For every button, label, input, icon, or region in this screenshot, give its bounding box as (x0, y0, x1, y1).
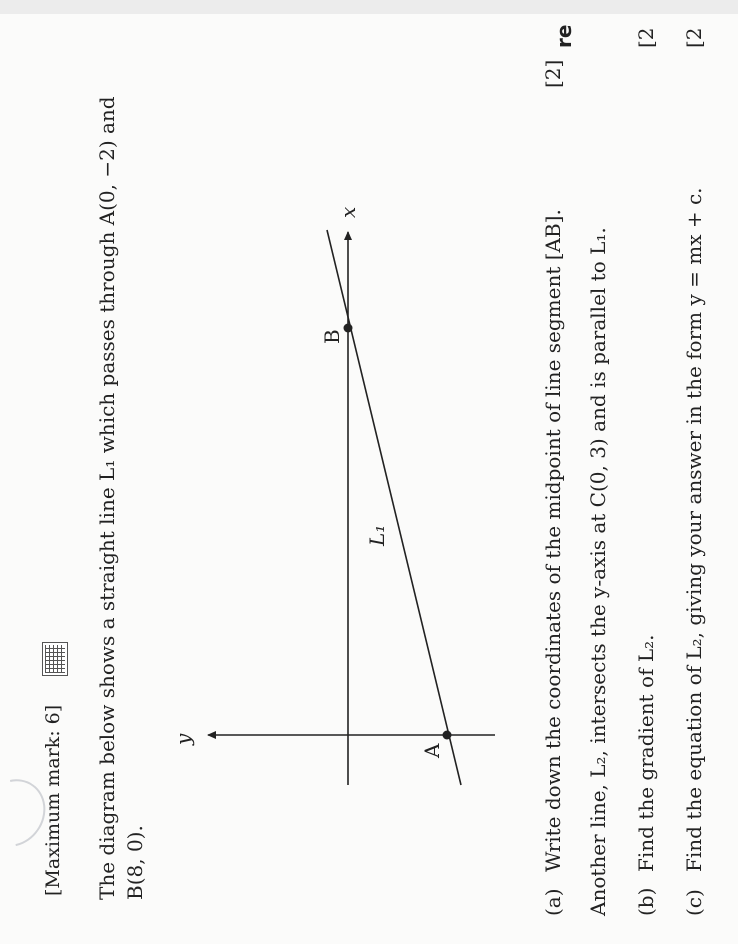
another-line-statement: Another line, L₂, intersects the y-axis at C(0, 3) and is parallel to L₁. (586, 227, 610, 916)
intro-line-1: The diagram below shows a straight line L₁ which passes through A(0, −2) and (95, 96, 119, 900)
line-l1-label: L₁ (365, 524, 389, 546)
question-a-marks: [2] (541, 59, 565, 88)
question-b-label: (b) (634, 887, 658, 916)
point-a (443, 731, 452, 740)
point-b (344, 324, 353, 333)
question-b-text: Find the gradient of L₂. (634, 634, 658, 872)
max-mark: [Maximum mark: 6] (42, 704, 64, 896)
side-text: re (552, 24, 576, 48)
question-c-label: (c) (682, 889, 706, 916)
question-c-text: Find the equation of L₂, giving your answer in the form y = mx + c. (682, 187, 706, 872)
y-axis-label: y (171, 733, 195, 745)
x-axis-label: x (336, 206, 360, 218)
question-c-marks: [2 (682, 27, 706, 48)
question-a-text: Write down the coordinates of the midpoint of line segment [AB]. (541, 209, 565, 872)
intro-line-2: B(8, 0). (123, 825, 147, 900)
point-b-label: B (320, 329, 344, 344)
question-a-label: (a) (541, 888, 565, 916)
point-a-label: A (420, 743, 444, 758)
line-l1 (327, 230, 461, 785)
question-b-marks: [2 (634, 27, 658, 48)
